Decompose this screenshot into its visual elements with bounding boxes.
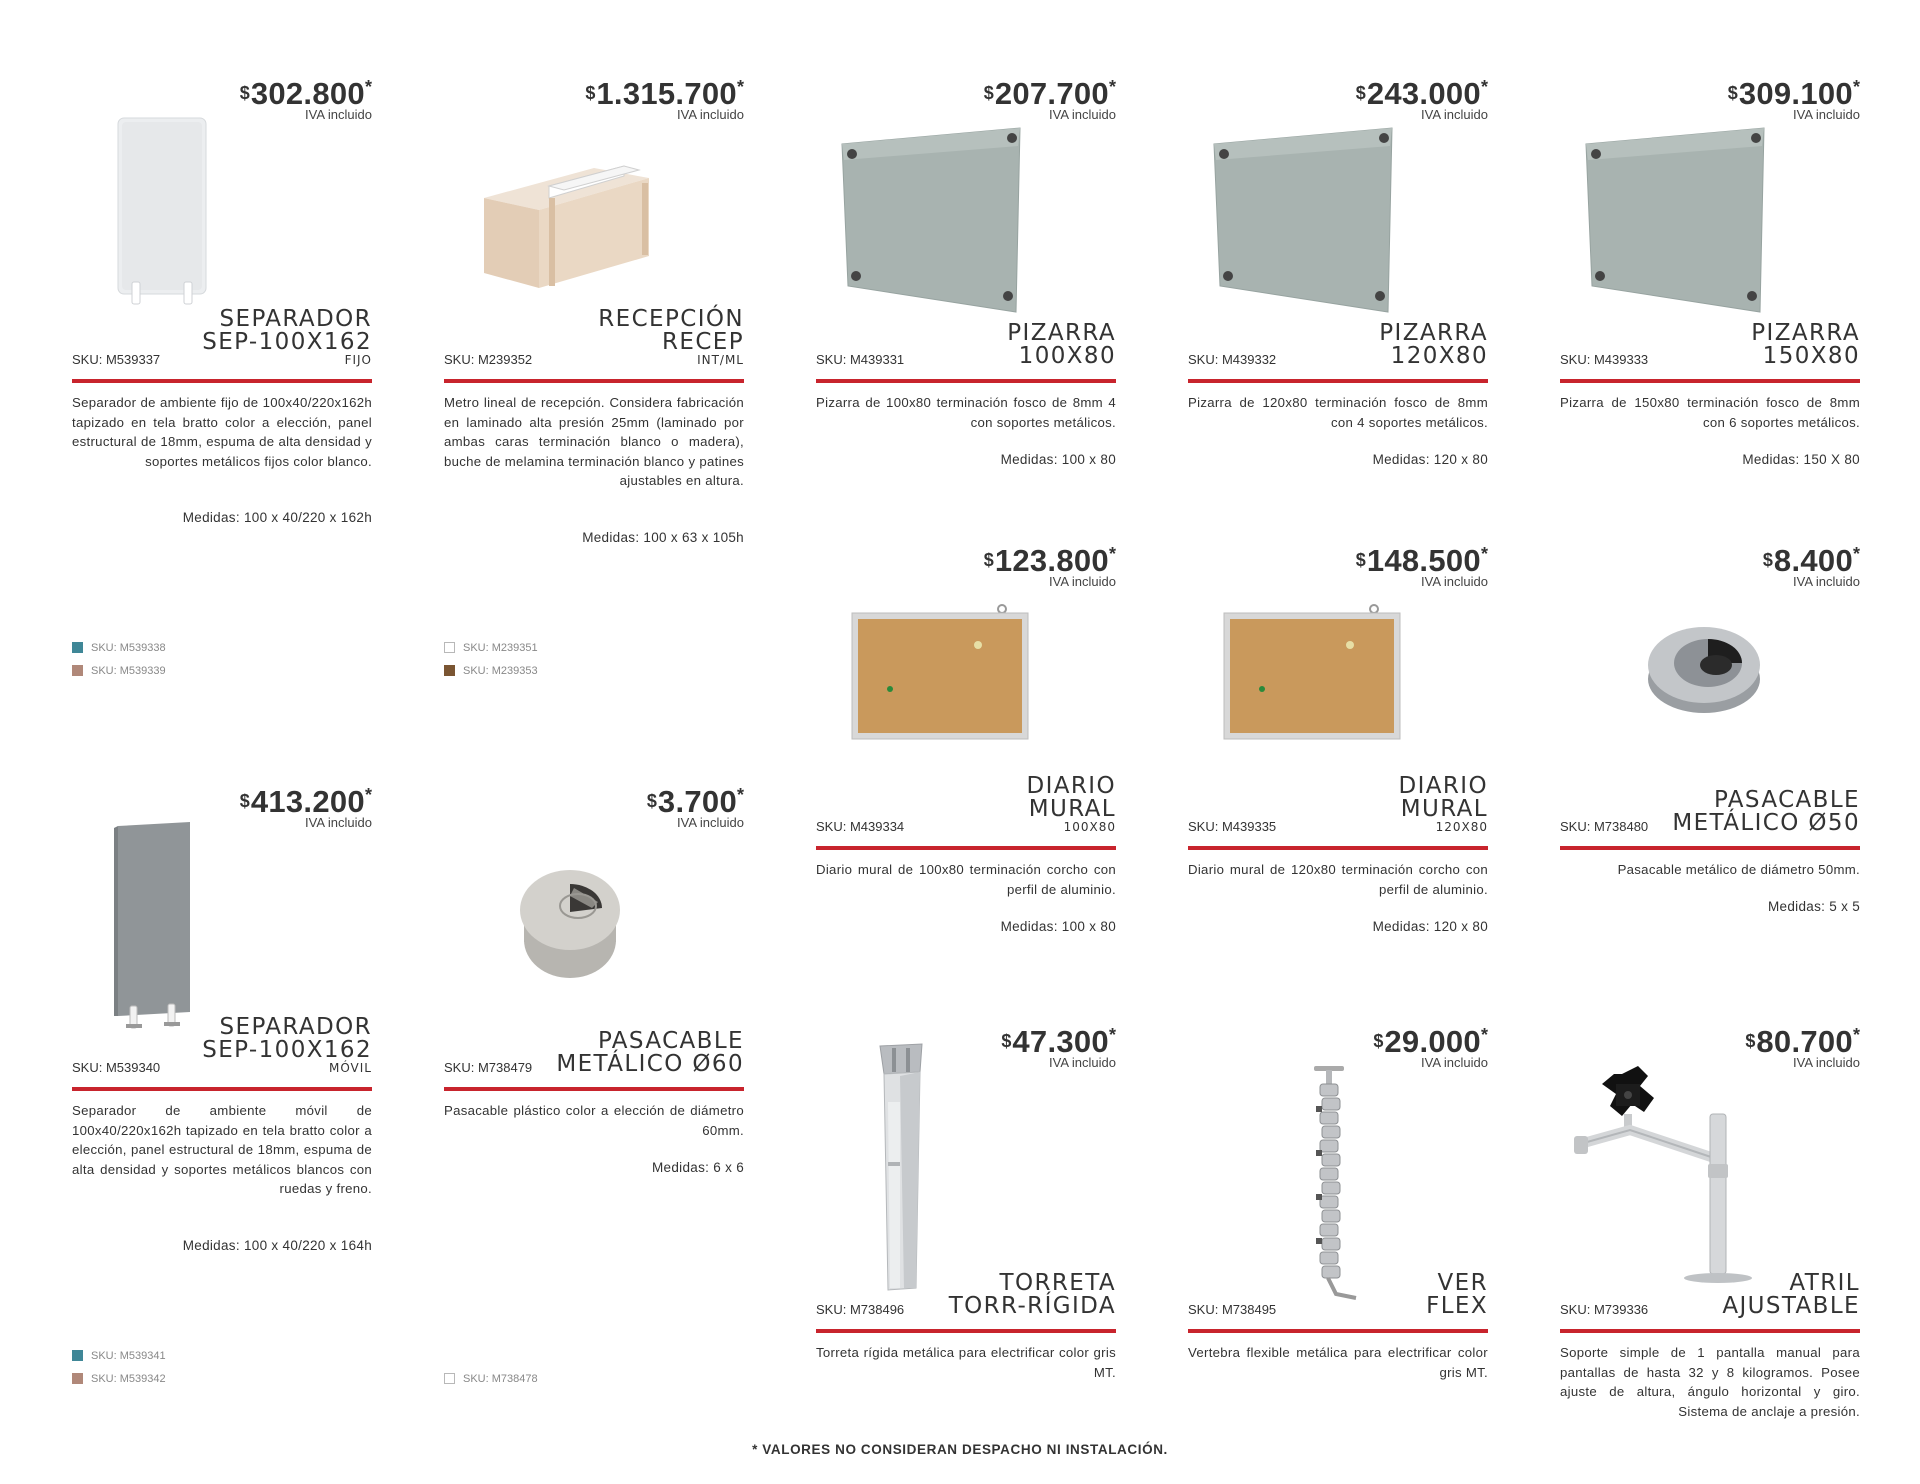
product-card bbox=[816, 1026, 1116, 1386]
product-card bbox=[72, 78, 372, 698]
swatch-box bbox=[444, 665, 455, 676]
swatch-box bbox=[72, 665, 83, 676]
metal-grommet-image bbox=[1644, 617, 1764, 717]
red-divider bbox=[1188, 379, 1488, 383]
swatch-box bbox=[444, 642, 455, 653]
glass-whiteboard-image bbox=[1210, 126, 1410, 316]
separator-panel-image bbox=[112, 116, 212, 306]
product-measures: Medidas: 100 x 40/220 x 164h bbox=[182, 1238, 372, 1253]
reception-desk-image bbox=[474, 128, 654, 293]
product-measures: Medidas: 100 x 63 x 105h bbox=[582, 530, 744, 545]
color-swatch: SKU: M738478 bbox=[444, 1373, 538, 1385]
swatch-box bbox=[72, 1350, 83, 1361]
product-sku: SKU: M738480 bbox=[1560, 819, 1649, 834]
product-card bbox=[1560, 545, 1860, 965]
glass-whiteboard-image bbox=[838, 126, 1038, 316]
product-card bbox=[444, 786, 744, 1406]
product-sku: SKU: M738495 bbox=[1188, 1302, 1277, 1317]
product-measures: Medidas: 100 x 80 bbox=[1000, 452, 1116, 467]
red-divider bbox=[816, 1329, 1116, 1333]
mobile-separator-image bbox=[108, 820, 208, 1030]
swatch-box bbox=[72, 1373, 83, 1384]
product-name: RECEPCIÓN RECEP bbox=[598, 306, 744, 355]
red-divider bbox=[1188, 1329, 1488, 1333]
product-measures: Medidas: 6 x 6 bbox=[652, 1160, 744, 1175]
product-description: Diario mural de 100x80 terminación corcho con perfil de aluminio. bbox=[816, 862, 1116, 897]
price: $3.700* IVA incluido bbox=[646, 784, 744, 830]
red-divider bbox=[1560, 846, 1860, 850]
product-measures: Medidas: 120 x 80 bbox=[1372, 452, 1488, 467]
product-measures: Medidas: 100 x 80 bbox=[1000, 919, 1116, 934]
price: $8.400* IVA incluido bbox=[1762, 543, 1860, 589]
color-swatch: SKU: M539342 bbox=[72, 1373, 166, 1385]
product-card bbox=[444, 78, 744, 698]
color-swatch: SKU: M539341 bbox=[72, 1350, 166, 1362]
product-description: Metro lineal de recepción. Considera fabricación en laminado alta presión 25mm (laminado por ambas caras terminación blanco o madera), buche de melamina terminación blanco y patines ajustables en altura. bbox=[444, 395, 744, 488]
price: $413.200* IVA incluido bbox=[239, 784, 372, 830]
product-name: PIZARRA 100X80 bbox=[1007, 320, 1116, 369]
product-variant: MÓVIL bbox=[328, 1061, 372, 1075]
red-divider bbox=[444, 1087, 744, 1091]
red-divider bbox=[816, 379, 1116, 383]
red-divider bbox=[1560, 379, 1860, 383]
flexible-vertebra-image bbox=[1308, 1066, 1368, 1306]
price: $29.000* IVA incluido bbox=[1373, 1024, 1488, 1070]
product-description: Pizarra de 120x80 terminación fosco de 8mm con 4 soportes metálicos. bbox=[1188, 395, 1488, 430]
red-divider bbox=[1560, 1329, 1860, 1333]
price: $309.100* IVA incluido bbox=[1727, 76, 1860, 122]
product-description: Torreta rígida metálica para electrificar color gris MT. bbox=[816, 1345, 1116, 1380]
color-swatch: SKU: M539338 bbox=[72, 642, 166, 654]
product-card bbox=[1188, 545, 1488, 965]
product-name: ATRIL AJUSTABLE bbox=[1722, 1270, 1860, 1319]
product-measures: Medidas: 120 x 80 bbox=[1372, 919, 1488, 934]
glass-whiteboard-image bbox=[1582, 126, 1782, 316]
product-measures: Medidas: 100 x 40/220 x 162h bbox=[182, 510, 372, 525]
product-description: Diario mural de 120x80 terminación corcho con perfil de aluminio. bbox=[1188, 862, 1488, 897]
product-name: PIZARRA 120X80 bbox=[1379, 320, 1488, 369]
product-variant: FIJO bbox=[344, 353, 372, 367]
product-name: SEPARADOR SEP-100X162 bbox=[202, 306, 372, 355]
rigid-tower-image bbox=[870, 1042, 940, 1292]
footer-disclaimer: * VALORES NO CONSIDERAN DESPACHO NI INSTALACIÓN. bbox=[752, 1442, 1168, 1457]
price: $47.300* IVA incluido bbox=[1001, 1024, 1116, 1070]
red-divider bbox=[72, 1087, 372, 1091]
price: $123.800* IVA incluido bbox=[983, 543, 1116, 589]
product-name: DIARIO MURAL bbox=[1026, 773, 1116, 822]
product-variant: 120X80 bbox=[1435, 820, 1488, 834]
product-name: PIZARRA 150X80 bbox=[1751, 320, 1860, 369]
product-card bbox=[1188, 1026, 1488, 1386]
product-card bbox=[1560, 78, 1860, 498]
product-card bbox=[816, 78, 1116, 498]
product-name: PASACABLE METÁLICO Ø50 bbox=[1672, 787, 1860, 836]
plastic-grommet-image bbox=[512, 862, 632, 982]
product-name: VER FLEX bbox=[1426, 1270, 1488, 1319]
product-description: Pizarra de 100x80 terminación fosco de 8mm 4 con soportes metálicos. bbox=[816, 395, 1116, 430]
product-description: Pizarra de 150x80 terminación fosco de 8mm con 6 soportes metálicos. bbox=[1560, 395, 1860, 430]
price: $243.000* IVA incluido bbox=[1355, 76, 1488, 122]
red-divider bbox=[72, 379, 372, 383]
product-card bbox=[72, 786, 372, 1406]
swatch-box bbox=[444, 1373, 455, 1384]
product-description: Soporte simple de 1 pantalla manual para pantallas de hasta 32 y 8 kilogramos. Posee ajuste de altura, ángulo horizontal y giro. Sistema de anclaje a presión. bbox=[1560, 1345, 1860, 1419]
product-description: Pasacable plástico color a elección de diámetro 60mm. bbox=[444, 1103, 744, 1138]
price: $1.315.700* IVA incluido bbox=[585, 76, 744, 122]
product-sku: SKU: M738479 bbox=[444, 1060, 533, 1075]
product-card bbox=[816, 545, 1116, 965]
product-sku: SKU: M738496 bbox=[816, 1302, 905, 1317]
color-swatch: SKU: M239353 bbox=[444, 665, 538, 677]
product-name: DIARIO MURAL bbox=[1398, 773, 1488, 822]
red-divider bbox=[816, 846, 1116, 850]
swatch-box bbox=[72, 642, 83, 653]
product-sku: SKU: M239352 bbox=[444, 352, 533, 367]
product-sku: SKU: M539340 bbox=[72, 1060, 161, 1075]
product-description: Separador de ambiente fijo de 100x40/220x162h tapizado en tela bratto color a elección, panel estructural de 18mm, espuma de alta densidad y soportes metálicos fijos color blanco. bbox=[72, 395, 372, 469]
color-swatch: SKU: M539339 bbox=[72, 665, 166, 677]
price: $80.700* IVA incluido bbox=[1745, 1024, 1860, 1070]
product-sku: SKU: M739336 bbox=[1560, 1302, 1649, 1317]
product-sku: SKU: M439334 bbox=[816, 819, 905, 834]
price: $302.800* IVA incluido bbox=[239, 76, 372, 122]
product-sku: SKU: M439332 bbox=[1188, 352, 1277, 367]
product-name: TORRETA TORR-RÍGIDA bbox=[948, 1270, 1116, 1319]
product-measures: Medidas: 5 x 5 bbox=[1768, 899, 1860, 914]
cork-board-image bbox=[1222, 601, 1402, 741]
price: $207.700* IVA incluido bbox=[983, 76, 1116, 122]
product-card bbox=[1560, 1026, 1860, 1426]
red-divider bbox=[444, 379, 744, 383]
product-name: PASACABLE METÁLICO Ø60 bbox=[556, 1028, 744, 1077]
price: $148.500* IVA incluido bbox=[1355, 543, 1488, 589]
product-measures: Medidas: 150 X 80 bbox=[1742, 452, 1860, 467]
red-divider bbox=[1188, 846, 1488, 850]
cork-board-image bbox=[850, 601, 1030, 741]
product-sku: SKU: M439331 bbox=[816, 352, 905, 367]
product-description: Pasacable metálico de diámetro 50mm. bbox=[1617, 862, 1860, 877]
product-card bbox=[1188, 78, 1488, 498]
product-variant: INT/ML bbox=[697, 353, 744, 367]
color-swatch: SKU: M239351 bbox=[444, 642, 538, 654]
product-description: Separador de ambiente móvil de 100x40/220x162h tapizado en tela bratto color a elección, panel estructural de 18mm, espuma de alta densidad y soportes metálicos blancos con ruedas y freno. bbox=[72, 1103, 372, 1196]
product-name: SEPARADOR SEP-100X162 bbox=[202, 1014, 372, 1063]
product-description: Vertebra flexible metálica para electrificar color gris MT. bbox=[1188, 1345, 1488, 1380]
monitor-arm-image bbox=[1570, 1064, 1770, 1284]
product-sku: SKU: M439333 bbox=[1560, 352, 1649, 367]
product-sku: SKU: M539337 bbox=[72, 352, 161, 367]
product-sku: SKU: M439335 bbox=[1188, 819, 1277, 834]
product-variant: 100X80 bbox=[1063, 820, 1116, 834]
